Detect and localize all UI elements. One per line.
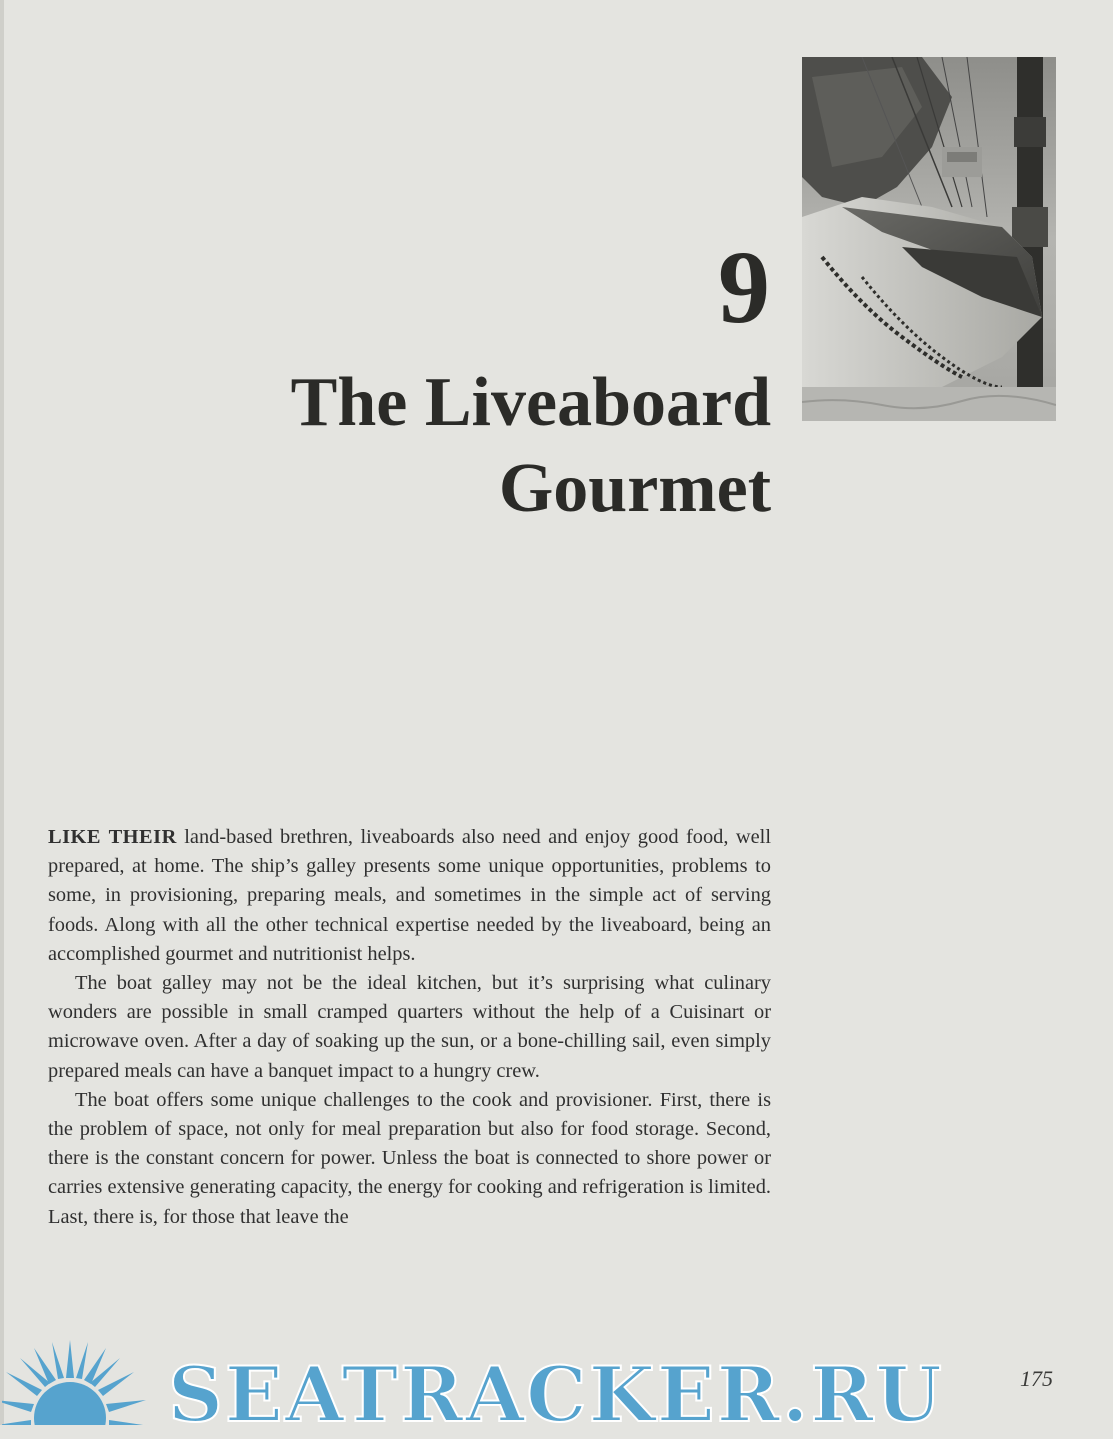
paragraph-3: The boat offers some unique challenges to the cook and provisioner. First, there is the problem of space, not only for meal preparation but also for food storage. Second, there is the constant concern for power. Unless the boat is connected to shore power or carries extensive generating capacity, the energy for cooking and refrigeration is limited. Last, there is, for those that leave the	[48, 1088, 771, 1228]
paragraph-1	[48, 823, 771, 969]
page-number: 175	[1020, 1366, 1053, 1391]
page-edge	[0, 0, 4, 1425]
watermark-text: SEATRACKER.RU	[168, 1350, 944, 1439]
sun-icon	[2, 1338, 162, 1425]
paragraph-2: The boat galley may not be the ideal kitchen, but it’s surprising what culinary wonders are possible in small cramped quarters without the help of a Cuisinart or microwave oven. After a day of soaking up the sun, or a bone-chilling sail, even simply prepared meals can have a banquet impact to a hungry crew.	[48, 972, 771, 1082]
chapter-title	[291, 360, 771, 532]
chapter-number: 9	[718, 230, 770, 345]
lead-in: LIKE THEIR	[48, 826, 177, 848]
sailboat-photo-image	[802, 57, 1056, 421]
body-text	[48, 823, 771, 1232]
chapter-photo	[802, 57, 1056, 421]
chapter-title-line2: Gourmet	[498, 450, 771, 527]
paragraph-1-text: land-based brethren, liveaboards also need and enjoy good food, well prepared, at home. The ship’s galley presents some unique opportunities, problems to some, in provisioning, preparing meals, and sometimes in the simple act of serving foods. Along with all the other technical expertise needed by the liveaboard, being an accomplished gourmet and nutritionist helps.	[48, 826, 771, 965]
chapter-title-line1: The Liveaboard	[290, 364, 771, 441]
